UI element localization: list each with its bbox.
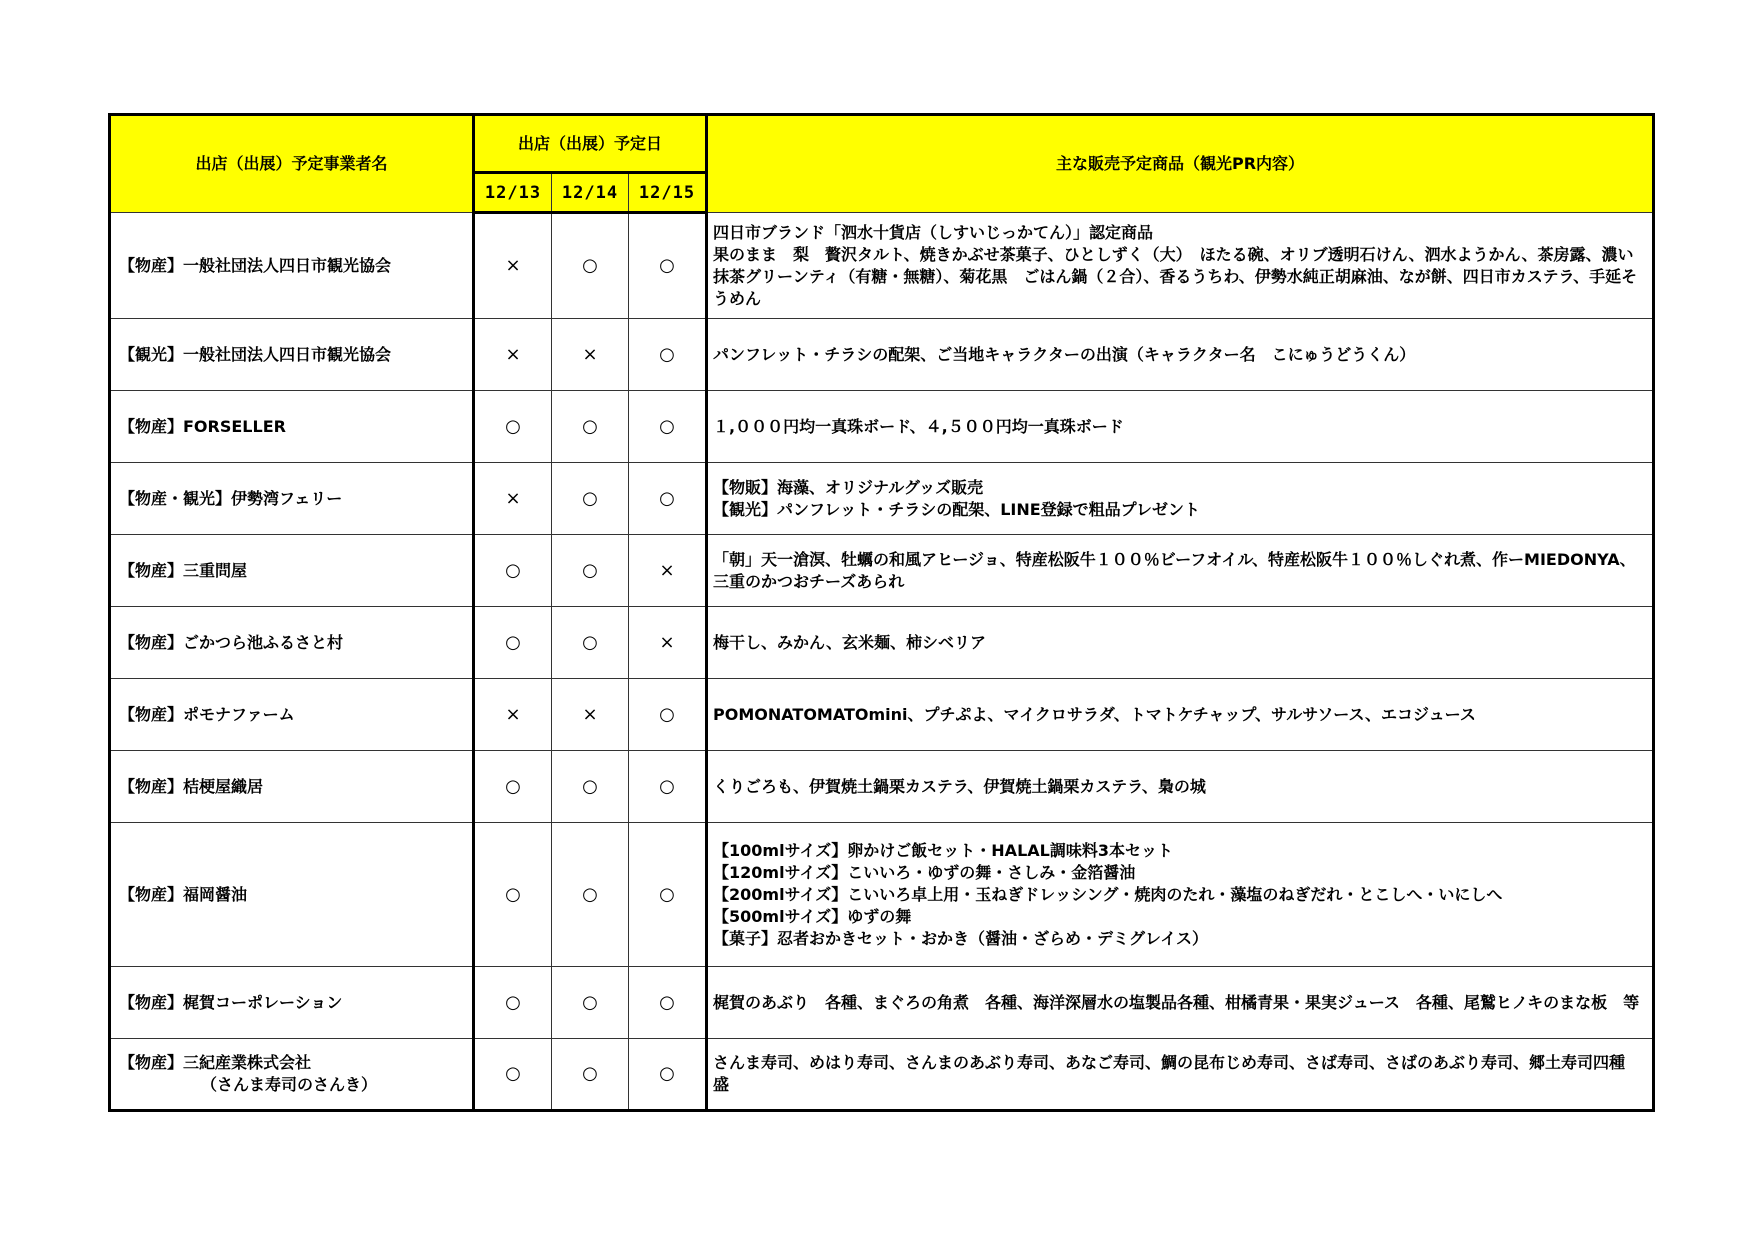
product-line: パンフレット・チラシの配架、ご当地キャラクターの出演（キャラクター名 こにゅうどうくん） bbox=[713, 344, 1416, 364]
company-name bbox=[110, 679, 474, 751]
company-sub-label: （さんま寿司のさんき） bbox=[201, 1075, 378, 1094]
product-line: 果のまま 梨 贅沢タルト、焼きかぶせ茶菓子、ひとしずく（大） ほたる碗、オリブ透明石けん、泗水ようかん、茶房露、濃い抹茶グリーンティ（有糖・無糖）、菊花黒 ごはん鍋（２合）、香るうちわ、伊勢水純正胡麻油、なが餅、四日市カステラ、手延そうめん bbox=[713, 244, 1638, 308]
date-mark: ○ bbox=[552, 213, 629, 319]
product-line: 【500mlサイズ】ゆずの舞 bbox=[713, 906, 912, 926]
date-mark: × bbox=[629, 607, 707, 679]
date-mark: ○ bbox=[629, 391, 707, 463]
product-line: くりごろも、伊賀焼土鍋栗カステラ、伊賀焼土鍋栗カステラ、梟の城 bbox=[713, 776, 1206, 796]
product-list bbox=[707, 319, 1654, 391]
company-label: 【物産】三紀産業株式会社 bbox=[119, 1053, 312, 1072]
company-column-header: 出店（出展）予定事業者名 bbox=[110, 115, 474, 213]
date-mark: ○ bbox=[629, 1039, 707, 1111]
company-label: 【物産】桔梗屋織居 bbox=[119, 776, 264, 796]
product-line: 【200mlサイズ】こいいろ卓上用・玉ねぎドレッシング・焼肉のたれ・藻塩のねぎだれ・とこしへ・いにしへ bbox=[713, 884, 1503, 904]
company-label: 【物産】FORSELLER bbox=[119, 416, 286, 436]
product-line: 【100mlサイズ】卵かけご飯セット・HALAL調味料3本セット bbox=[713, 840, 1173, 860]
date-mark: × bbox=[552, 679, 629, 751]
date-mark: ○ bbox=[474, 535, 552, 607]
table-row bbox=[110, 319, 1654, 391]
product-list bbox=[707, 751, 1654, 823]
product-line: 梅干し、みかん、玄米麺、柿シベリア bbox=[713, 632, 986, 652]
date-mark: ○ bbox=[629, 967, 707, 1039]
table-row bbox=[110, 967, 1654, 1039]
table-row bbox=[110, 823, 1654, 967]
company-name bbox=[110, 463, 474, 535]
date-mark: ○ bbox=[474, 751, 552, 823]
product-line: 四日市ブランド「泗水十貨店（しすいじっかてん）」認定商品 bbox=[713, 222, 1154, 242]
company-label: 【物産】ポモナファーム bbox=[119, 704, 295, 724]
dates-group-header: 出店（出展）予定日 bbox=[474, 115, 707, 173]
table-header bbox=[110, 115, 1654, 213]
company-label: 【物産】一般社団法人四日市観光協会 bbox=[119, 255, 392, 275]
product-line: POMONATOMATOmini、プチぷよ、マイクロサラダ、トマトケチャップ、サルサソース、エコジュース bbox=[713, 704, 1476, 724]
date-mark: ○ bbox=[552, 607, 629, 679]
company-name bbox=[110, 391, 474, 463]
date-mark: ○ bbox=[552, 823, 629, 967]
product-line: 「朝」天一滄溟、牡蠣の和風アヒージョ、特産松阪牛１００％ビーフオイル、特産松阪牛１００％しぐれ煮、作ーMIEDONYA、三重のかつおチーズあられ bbox=[713, 549, 1636, 591]
product-line: １,０００円均一真珠ボード、４,５００円均一真珠ボード bbox=[713, 416, 1124, 436]
date-mark: ○ bbox=[552, 535, 629, 607]
product-list bbox=[707, 213, 1654, 319]
table-row bbox=[110, 535, 1654, 607]
date-mark: ○ bbox=[629, 319, 707, 391]
product-list bbox=[707, 679, 1654, 751]
company-name bbox=[110, 535, 474, 607]
product-line: 【観光】パンフレット・チラシの配架、LINE登録で粗品プレゼント bbox=[713, 499, 1201, 519]
table-row bbox=[110, 463, 1654, 535]
date-mark: × bbox=[474, 213, 552, 319]
company-name bbox=[110, 1039, 474, 1111]
date-mark: × bbox=[629, 535, 707, 607]
company-name bbox=[110, 751, 474, 823]
product-line: さんま寿司、めはり寿司、さんまのあぶり寿司、あなご寿司、鯛の昆布じめ寿司、さば寿司、さばのあぶり寿司、郷土寿司四種盛 bbox=[713, 1053, 1626, 1094]
date-mark: ○ bbox=[552, 463, 629, 535]
date-mark: ○ bbox=[629, 679, 707, 751]
product-list bbox=[707, 823, 1654, 967]
product-line: 【菓子】忍者おかきセット・おかき（醤油・ざらめ・デミグレイス） bbox=[713, 928, 1209, 948]
table-row bbox=[110, 751, 1654, 823]
date-header-1: 12/13 bbox=[474, 173, 552, 213]
company-name bbox=[110, 823, 474, 967]
company-label: 【物産】福岡醤油 bbox=[119, 884, 248, 904]
table-body bbox=[110, 213, 1654, 1111]
company-label: 【物産・観光】伊勢湾フェリー bbox=[119, 488, 343, 508]
date-mark: ○ bbox=[474, 607, 552, 679]
product-list bbox=[707, 535, 1654, 607]
product-list bbox=[707, 607, 1654, 679]
product-line: 梶賀のあぶり 各種、まぐろの角煮 各種、海洋深層水の塩製品各種、柑橘青果・果実ジュース 各種、尾鷲ヒノキのまな板 等 bbox=[713, 992, 1640, 1012]
date-mark: ○ bbox=[629, 463, 707, 535]
table-row bbox=[110, 679, 1654, 751]
exhibitor-schedule-table bbox=[108, 113, 1655, 1112]
company-name bbox=[110, 319, 474, 391]
date-mark: ○ bbox=[629, 751, 707, 823]
date-mark: ○ bbox=[552, 751, 629, 823]
company-name bbox=[110, 967, 474, 1039]
date-mark: ○ bbox=[629, 213, 707, 319]
date-mark: ○ bbox=[552, 391, 629, 463]
company-name bbox=[110, 607, 474, 679]
product-list bbox=[707, 967, 1654, 1039]
product-line: 【120mlサイズ】こいいろ・ゆずの舞・さしみ・金箔醤油 bbox=[713, 862, 1136, 882]
items-column-header: 主な販売予定商品（観光PR内容） bbox=[707, 115, 1654, 213]
date-mark: ○ bbox=[474, 391, 552, 463]
date-header-2: 12/14 bbox=[552, 173, 629, 213]
date-mark: ○ bbox=[552, 1039, 629, 1111]
date-mark: × bbox=[474, 463, 552, 535]
product-list bbox=[707, 391, 1654, 463]
date-mark: × bbox=[474, 319, 552, 391]
company-label: 【物産】ごかつら池ふるさと村 bbox=[119, 632, 344, 652]
table-row bbox=[110, 213, 1654, 319]
date-mark: ○ bbox=[474, 1039, 552, 1111]
company-label: 【物産】梶賀コーポレーション bbox=[119, 992, 343, 1012]
date-header-3: 12/15 bbox=[629, 173, 707, 213]
date-mark: ○ bbox=[474, 823, 552, 967]
date-mark: ○ bbox=[552, 967, 629, 1039]
table-row bbox=[110, 607, 1654, 679]
company-label: 【物産】三重問屋 bbox=[119, 560, 248, 580]
company-label: 【観光】一般社団法人四日市観光協会 bbox=[119, 344, 392, 364]
table-row bbox=[110, 391, 1654, 463]
date-mark: ○ bbox=[629, 823, 707, 967]
table-row bbox=[110, 1039, 1654, 1111]
date-mark: × bbox=[552, 319, 629, 391]
date-mark: ○ bbox=[474, 967, 552, 1039]
date-mark: × bbox=[474, 679, 552, 751]
product-line: 【物販】海藻、オリジナルグッズ販売 bbox=[713, 477, 984, 497]
company-name bbox=[110, 213, 474, 319]
product-list bbox=[707, 463, 1654, 535]
product-list bbox=[707, 1039, 1654, 1111]
